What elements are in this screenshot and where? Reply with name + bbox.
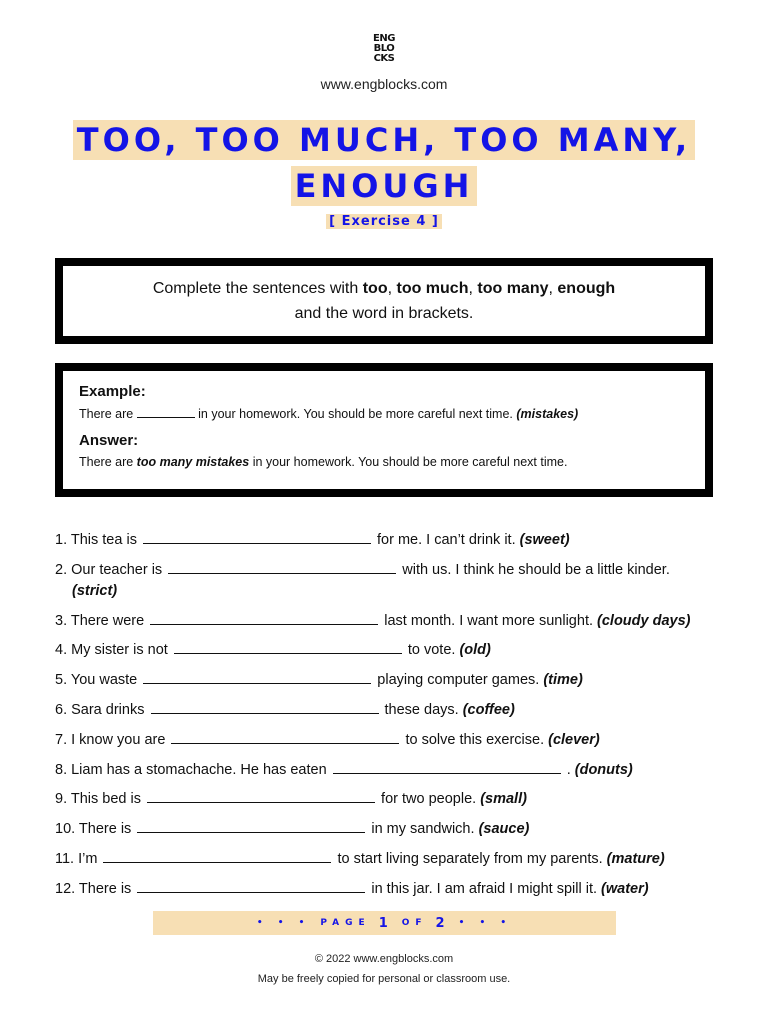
- exercise-hint: (sweet): [519, 532, 570, 548]
- exercise-hint: (cloudy days): [597, 612, 691, 629]
- page-word: PAGE: [320, 918, 371, 928]
- exercise-text: 1. This tea is: [55, 532, 141, 548]
- footer-note: May be freely copied for personal or classroom use.: [257, 973, 511, 985]
- exercise-item: [55, 559, 735, 602]
- exercise-hint: (mature): [606, 850, 665, 867]
- answer-blank[interactable]: [333, 759, 561, 774]
- answer-text-before: There are: [79, 455, 137, 469]
- keyword-too-many: too many: [477, 280, 549, 297]
- exercise-text: with us. I think he should be a little kinder.: [398, 561, 670, 578]
- exercise-text: .: [562, 761, 575, 778]
- footer-copyright: © 2022 www.engblocks.com: [314, 953, 454, 965]
- answer-blank[interactable]: [137, 818, 365, 833]
- instructions-line-1: [153, 276, 615, 301]
- exercise-text: 9. This bed is: [55, 791, 146, 808]
- exercise-text: last month. I want more sunlight.: [380, 612, 598, 629]
- site-url: www.engblocks.com: [320, 76, 448, 92]
- instructions-prefix: Complete the sentences with: [152, 280, 363, 297]
- exercise-item: [55, 878, 735, 900]
- engblocks-logo: [0, 34, 768, 64]
- exercise-text: for two people.: [377, 791, 481, 808]
- exercise-text: 2. Our teacher is: [55, 561, 167, 578]
- exercise-item: [55, 699, 735, 721]
- dots-right: • • •: [458, 918, 513, 928]
- example-sentence: [79, 405, 689, 422]
- exercise-text: to solve this exercise.: [401, 731, 549, 748]
- exercise-text: 10. There is: [55, 821, 136, 838]
- exercise-text: to start living separately from my parents.: [333, 850, 607, 867]
- answer-blank[interactable]: [143, 669, 371, 684]
- dots-left: • • •: [256, 918, 311, 928]
- example-blank: [137, 405, 195, 418]
- worksheet-title: [0, 120, 768, 230]
- exercise-item: [55, 610, 735, 632]
- exercise-text: in my sandwich.: [367, 821, 479, 838]
- separator: ,: [468, 280, 478, 297]
- logo-text: ENG BLO CKS: [373, 33, 395, 64]
- example-text-after: in your homework. You should be more careful next time.: [194, 407, 517, 421]
- keyword-too-much: too much: [396, 280, 469, 297]
- answer-blank[interactable]: [168, 559, 396, 574]
- answer-sentence: [79, 454, 689, 470]
- title-line-2: ENOUGH: [291, 166, 478, 206]
- answer-text-after: in your homework. You should be more careful next time.: [249, 455, 568, 469]
- exercise-hint: (donuts): [574, 761, 633, 778]
- exercise-item: [55, 639, 735, 661]
- keyword-too: too: [362, 280, 388, 297]
- exercise-hint: (old): [459, 642, 491, 659]
- current-page: 1: [378, 915, 388, 931]
- example-text-before: There are: [79, 407, 137, 421]
- exercise-text: in this jar. I am afraid I might spill it.: [367, 880, 602, 897]
- separator: ,: [387, 280, 397, 297]
- exercise-text: these days.: [380, 701, 463, 718]
- example-box: [55, 363, 713, 497]
- exercise-text: 12. There is: [55, 880, 136, 897]
- example-hint: (mistakes): [516, 407, 579, 421]
- exercise-text: playing computer games.: [373, 672, 544, 689]
- separator: ,: [548, 280, 558, 297]
- exercise-item: [55, 529, 735, 551]
- answer-heading: Answer:: [79, 432, 139, 449]
- exercise-hint: (time): [543, 672, 583, 689]
- exercise-text: 4. My sister is not: [55, 642, 172, 659]
- exercise-text: to vote.: [403, 642, 460, 659]
- exercise-text: for me. I can’t drink it.: [372, 532, 520, 548]
- exercise-item: [55, 848, 735, 870]
- total-pages: 2: [435, 915, 445, 931]
- answer-blank[interactable]: [137, 878, 365, 893]
- answer-blank[interactable]: [143, 529, 371, 544]
- exercise-item: [55, 669, 735, 691]
- answer-blank[interactable]: [151, 699, 379, 714]
- exercise-text: 3. There were: [55, 612, 149, 629]
- exercise-hint: (sauce): [478, 821, 530, 838]
- instructions-box: [55, 258, 713, 344]
- exercise-text: 6. Sara drinks: [55, 701, 149, 718]
- answer-blank[interactable]: [147, 788, 375, 803]
- exercise-text: 7. I know you are: [55, 731, 170, 748]
- answer-blank[interactable]: [171, 729, 399, 744]
- exercise-hint: (small): [480, 791, 527, 808]
- of-word: OF: [401, 918, 428, 928]
- exercise-item: [55, 788, 735, 810]
- exercise-hint: (strict): [72, 582, 118, 599]
- exercise-item: [55, 729, 735, 751]
- instructions-line-2: and the word in brackets.: [294, 305, 474, 322]
- exercise-hint: (clever): [548, 731, 600, 748]
- exercise-item: [55, 818, 735, 840]
- keyword-enough: enough: [557, 280, 616, 297]
- exercise-hint: (water): [601, 880, 649, 897]
- title-line-1: TOO, TOO MUCH, TOO MANY,: [73, 120, 695, 160]
- exercise-hint: (coffee): [462, 701, 515, 718]
- page-indicator: [153, 911, 616, 935]
- exercise-item: [55, 759, 735, 781]
- exercise-text: 8. Liam has a stomachache. He has eaten: [55, 761, 331, 778]
- answer-blank[interactable]: [150, 610, 378, 625]
- example-heading: Example:: [79, 383, 146, 400]
- answer-blank[interactable]: [174, 639, 402, 654]
- exercise-text: 5. You waste: [55, 672, 142, 689]
- answer-highlight: too many mistakes: [136, 455, 250, 469]
- answer-blank[interactable]: [103, 848, 331, 863]
- exercise-list: [55, 529, 735, 908]
- exercise-text: 11. I’m: [55, 850, 102, 867]
- exercise-tag: [ Exercise 4 ]: [326, 214, 442, 229]
